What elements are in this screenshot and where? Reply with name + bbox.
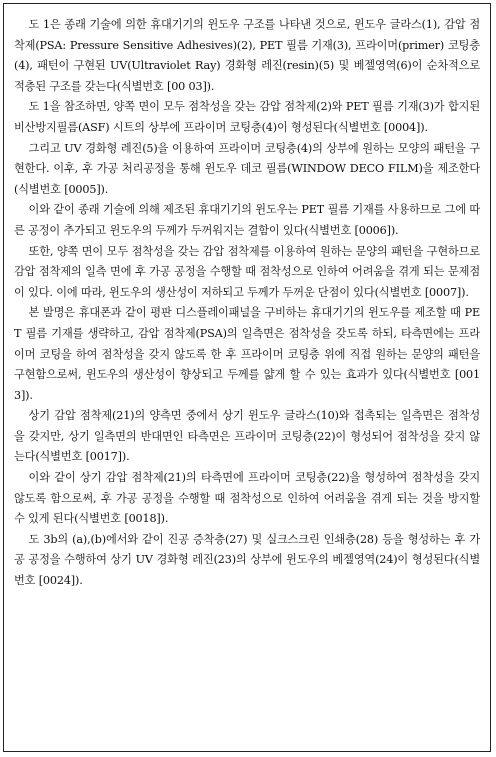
paragraph-4: 이와 같이 종래 기술에 의해 제조된 휴대기기의 윈도우는 PET 필름 기재를 사용하므로 그에 따른 공정이 추가되고 윈도우의 두께가 두꺼워지는 결함이 있다(식별번호 [0006]). — [14, 203, 480, 237]
paragraph-7: 상기 감압 점착제(21)의 양측면 중에서 상기 윈도우 글라스(10)와 접촉되는 일측면은 점착성을 갖지만, 상기 일측면의 반대면인 타측면은 프라이머 코팅층(22)이 형성되어 점착성을 갖지 않는다(식별번호 [0017]). — [14, 409, 480, 464]
paragraph-1: 도 1은 종래 기술에 의한 휴대기기의 윈도우 구조를 나타낸 것으로, 윈도우 글라스(1), 감압 점착제(PSA: Pressure Sensitive Adhesives)(2), PET 필름 기재(3), 프라이머(primer) 코팅층(4), 패턴이 구현된 UV(Ultraviolet Ray) 경화형 레진(resin)(5) 및 베젤영역(6)이 순차적으로 적층된 구조를 갖는다(식별번호 [00 03]). — [14, 18, 480, 93]
paragraph-6: 본 발명은 휴대폰과 같이 평판 디스플레이패널을 구비하는 휴대기기의 윈도우를 제조할 때 PET 필름 기재를 생략하고, 감압 점착제(PSA)의 일측면은 점착성을 갖도록 하되, 타측면에는 프라이머 코팅을 하여 점착성을 갖지 않도록 한 후 프라이머 코팅층 위에 직접 원하는 문양의 패턴을 구현함으로써, 윈도우의 생산성이 향상되고 두께를 얇게 할 수 있는 효과가 있다(식별번호 [0013]). — [14, 306, 480, 402]
paragraph-2: 도 1을 참조하면, 양쪽 면이 모두 점착성을 갖는 감압 점착제(2)와 PET 필름 기재(3)가 합지된 비산방지필름(ASF) 시트의 상부에 프라이머 코팅층(4)이 형성된다(식별번호 [0004]). — [14, 100, 480, 134]
document-frame — [3, 3, 491, 752]
paragraph-8: 이와 같이 상기 감압 점착제(21)의 타측면에 프라이머 코팅층(22)을 형성하여 점착성을 갖지 않도록 함으로써, 후 가공 공정을 수행할 때 점착성으로 인하여 어려움을 겪게 되는 것을 방지할 수 있게 된다(식별번호 [0018]). — [14, 471, 480, 526]
document-body — [4, 4, 490, 598]
paragraph-3: 그리고 UV 경화형 레진(5)을 이용하여 프라이머 코팅층(4)의 상부에 원하는 모양의 패턴을 구현한다. 이후, 후 가공 처리공정을 통해 윈도우 데코 필름(WINDOW DECO FILM)을 제조한다(식별번호 [0005]). — [14, 141, 480, 196]
paragraph-5: 또한, 양쪽 면이 모두 점착성을 갖는 감압 점착제를 이용하여 원하는 문양의 패턴을 구현하므로 감압 점착제의 일측 면에 후 가공 공정을 수행할 때 점착성으로 인하여 어려움을 겪게 되는 문제점이 있다. 이에 따라, 윈도우의 생산성이 저하되고 두께가 두꺼운 단점이 있다(식별번호 [0007]). — [14, 244, 480, 299]
paragraph-9: 도 3b의 (a),(b)에서와 같이 진공 증착층(27) 및 실크스크린 인쇄층(28) 등을 형성하는 후 가공 공정을 수행하여 상기 UV 경화형 레진(23)의 상부에 윈도우의 베젤영역(24)이 형성된다(식별번호 [0024]). — [14, 532, 480, 588]
